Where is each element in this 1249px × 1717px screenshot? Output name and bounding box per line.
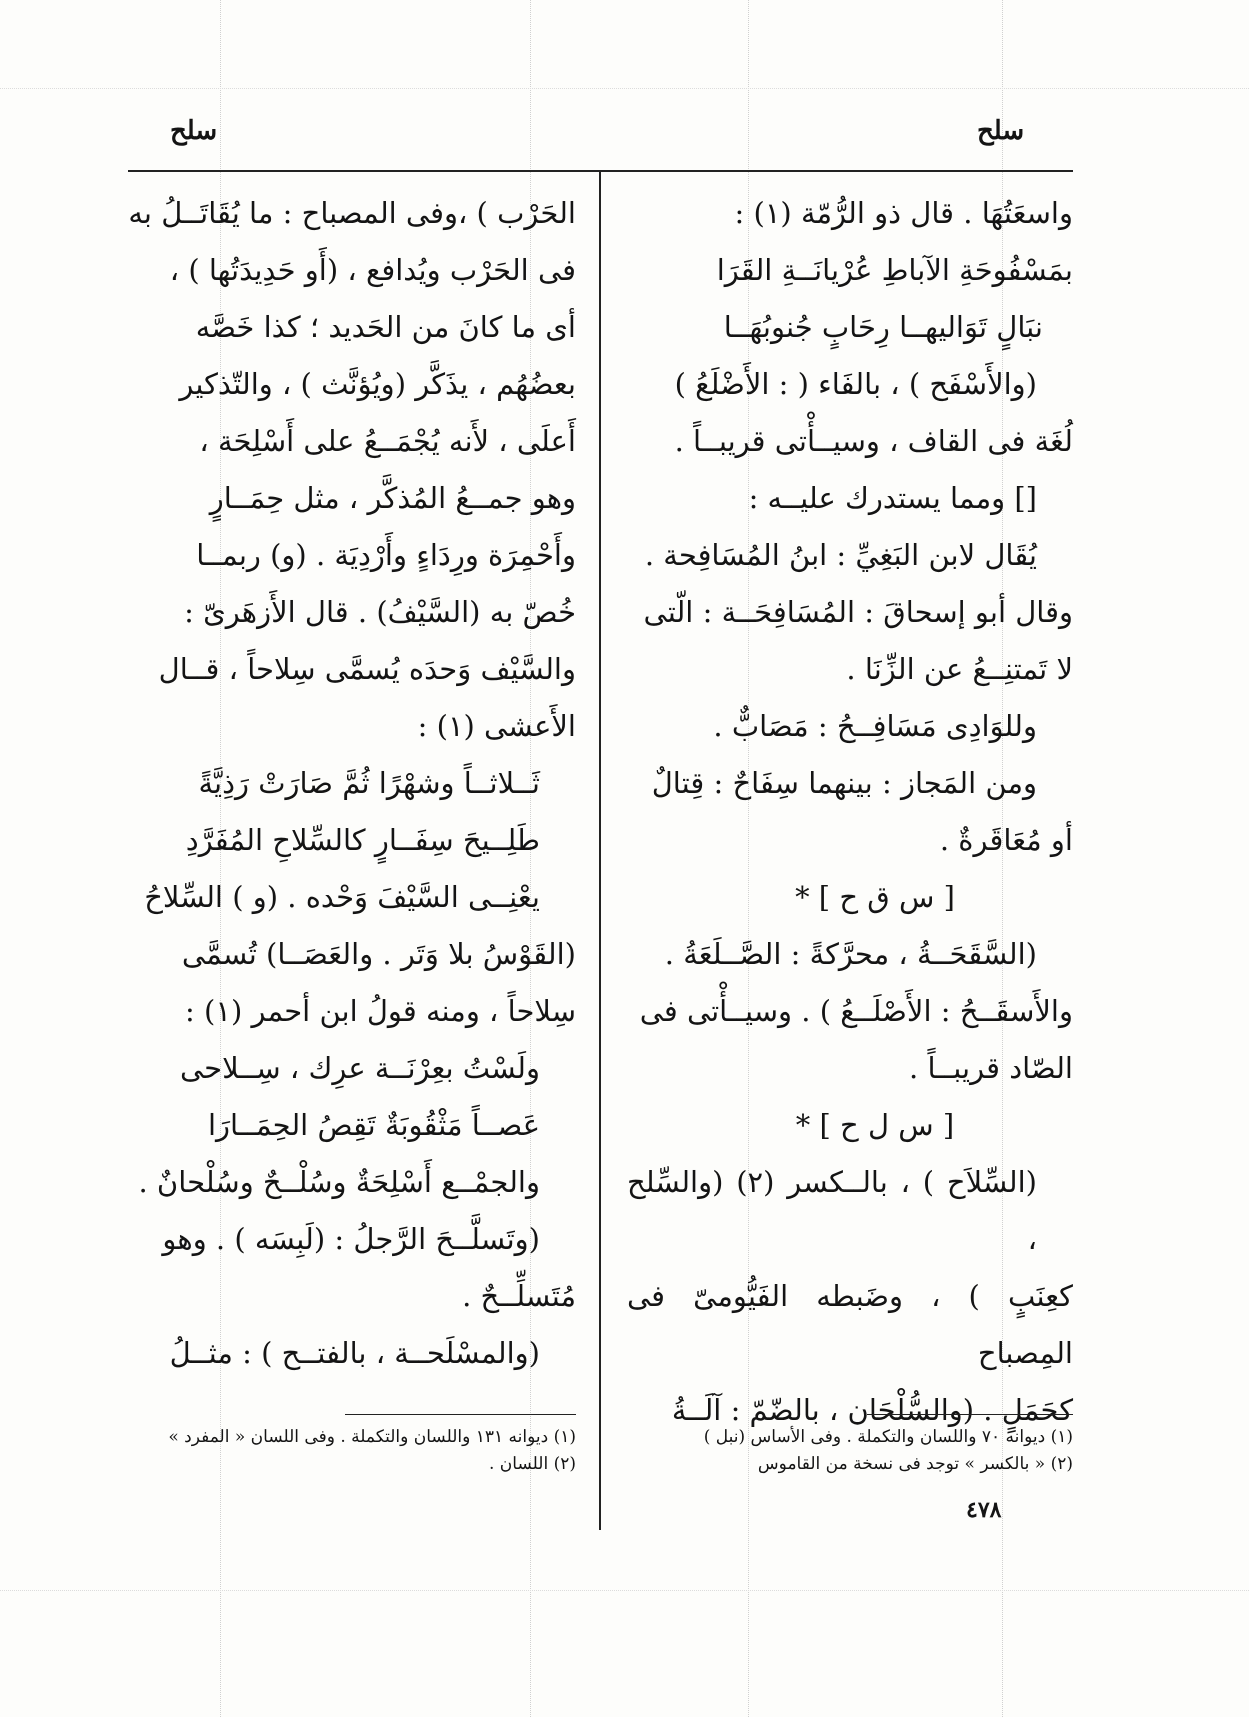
text-line: (السَّقَحَــةُ ، محرَّكةً : الصَّــلَعَةُ . xyxy=(664,937,1037,971)
footnote: (٢) « بالكسر » توجد فى نسخة من القاموس xyxy=(757,1454,1073,1474)
text-line: والأَسقَــحُ : الأَصْلَــعُ ) . وسيــأْتى فى xyxy=(639,994,1073,1028)
column-divider xyxy=(599,170,601,1530)
running-head-right: سلح xyxy=(977,116,1025,146)
text-line: واسعَتُهَا . قال ذو الرُّمّة (١) : xyxy=(734,196,1073,230)
footnote-rule xyxy=(345,1414,576,1415)
text-line: أو مُعَاقَرةٌ . xyxy=(939,823,1073,857)
footnote: (١) ديوانه ١٣١ واللسان والتكملة . وفى اللسان « المفرد » xyxy=(168,1427,576,1447)
scan-dotted-line xyxy=(0,88,1249,89)
text-line: (والأَسْفَح ) ، بالفَاء ( : الأَضْلَعُ ) xyxy=(674,367,1037,401)
text-line: أَعلَى ، لأَنه يُجْمَــعُ على أَسْلِحَة ، xyxy=(199,424,576,458)
text-line: الحَرْب ) ،وفى المصباح : ما يُقَاتَــلُ به xyxy=(128,196,576,230)
entry-heading: [ س ل ح ] * xyxy=(795,1108,955,1142)
text-line: وهو جمــعُ المُذكَّر ، مثل حِمَــارٍ xyxy=(209,481,576,515)
text-line: الصّاد قريبــاً . xyxy=(909,1051,1073,1085)
footnote: (٢) اللسان . xyxy=(489,1454,576,1474)
text-line: وقال أبو إسحاقَ : المُسَافِحَــة : الّتى xyxy=(643,595,1073,629)
text-line: كحَمَلٍ . (والسُّلْحَان ، بالضّمّ : آلَــةُ xyxy=(671,1393,1073,1427)
text-line: الأَعشى (١) : xyxy=(417,709,576,743)
text-line: يُقَال لابن البَغِيِّ : ابنُ المُسَافِحة . xyxy=(644,538,1037,572)
text-line: كعِنَبٍ ) ، وضَبطه الفَيُّومىّ فى المِصباح xyxy=(627,1279,1073,1370)
text-line: والسَّيْف وَحدَه يُسمَّى سِلاحاً ، قــال xyxy=(158,652,576,686)
right-column xyxy=(627,185,1073,1427)
text-line: [] ومما يستدرك عليــه : xyxy=(748,481,1037,515)
text-line: أى ما كانَ من الحَديد ؛ كذا خَصَّه xyxy=(195,310,576,344)
verse-line: طَلِــيحَ سِفَــارٍ كالسِّلاحِ المُفَرَّدِ xyxy=(185,823,540,857)
text-line: (وتَسلَّــحَ الرَّجلُ : (لَبِسَه ) . وهو xyxy=(162,1222,540,1256)
text-line: خُصّ به (السَّيْفُ) . قال الأَزهَرىّ : xyxy=(184,595,576,629)
text-line: (والمسْلَحــة ، بالفتــح ) : مثــلُ xyxy=(169,1336,540,1370)
page-number: ٤٧٨ xyxy=(966,1497,1002,1523)
text-line: فى الحَرْب ويُدافع ، (أَو حَدِيدَتُها ) ، xyxy=(169,253,576,287)
text-line: (السِّلاَح ) ، بالــكسر (٢) (والسِّلح ، xyxy=(627,1165,1037,1256)
footnote: (١) ديوانه ٧٠ واللسان والتكملة . وفى الأساس (نبل ) xyxy=(703,1427,1073,1447)
verse-line: ولَسْتُ بعِرْنَــة عرِك ، سِــلاحى xyxy=(180,1051,540,1085)
footnotes-left xyxy=(118,1424,576,1478)
text-line: بعضُهُم ، يذَكَّر (ويُؤنَّث ) ، والتّذكير xyxy=(179,367,576,401)
text-line: وللوَادِى مَسَافِــحُ : مَصَابٌّ . xyxy=(713,709,1037,743)
text-line: سِلاحاً ، ومنه قولُ ابن أحمر (١) : xyxy=(185,994,576,1028)
verse-line: عَصــاً مَثْقُوبَةٌ تَقِصُ الحِمَــارَا xyxy=(207,1108,540,1142)
running-head-left: سلح xyxy=(170,116,218,146)
left-column xyxy=(118,185,576,1405)
text-line: (القَوْسُ بلا وَتَر . والعَصَــا) تُسمَّى xyxy=(181,937,576,971)
text-line: وأَحْمِرَة ورِدَاءٍ وأَرْدِيَة . (و) ربمــا xyxy=(196,538,576,572)
verse-line: ثَــلاثــاً وشهْرًا ثُمَّ صَارَتْ رَذِيَّةً xyxy=(198,766,540,800)
text-line: يعْنِــى السَّيْفَ وَحْده . (و ) السِّلاحُ xyxy=(144,880,540,914)
text-line: مُتَسلِّــحٌ . xyxy=(462,1279,576,1313)
footnotes-right xyxy=(627,1424,1073,1478)
verse-line: بمَسْفُوحَةِ الآباطِ عُرْيانَــةِ القَرَا xyxy=(716,253,1073,287)
verse-line: نبَالٍ تَوَاليهــا رِحَابٍ جُنوبُهَــا xyxy=(723,310,1043,344)
footnote-rule xyxy=(867,1414,1073,1415)
text-line: لا تَمتنِــعُ عن الزِّنَا . xyxy=(846,652,1073,686)
text-line: والجمْــع أَسْلِحَةٌ وسُلْــحٌ وسُلْحانٌ . xyxy=(138,1165,540,1199)
scan-dotted-line xyxy=(0,1590,1249,1591)
entry-heading: [ س ق ح ] * xyxy=(795,880,955,914)
text-line: ومن المَجاز : بينهما سِفَاحٌ : قِتالٌ xyxy=(651,766,1037,800)
text-line: لُغَة فى القاف ، وسيــأْتى قريبــاً . xyxy=(674,424,1073,458)
